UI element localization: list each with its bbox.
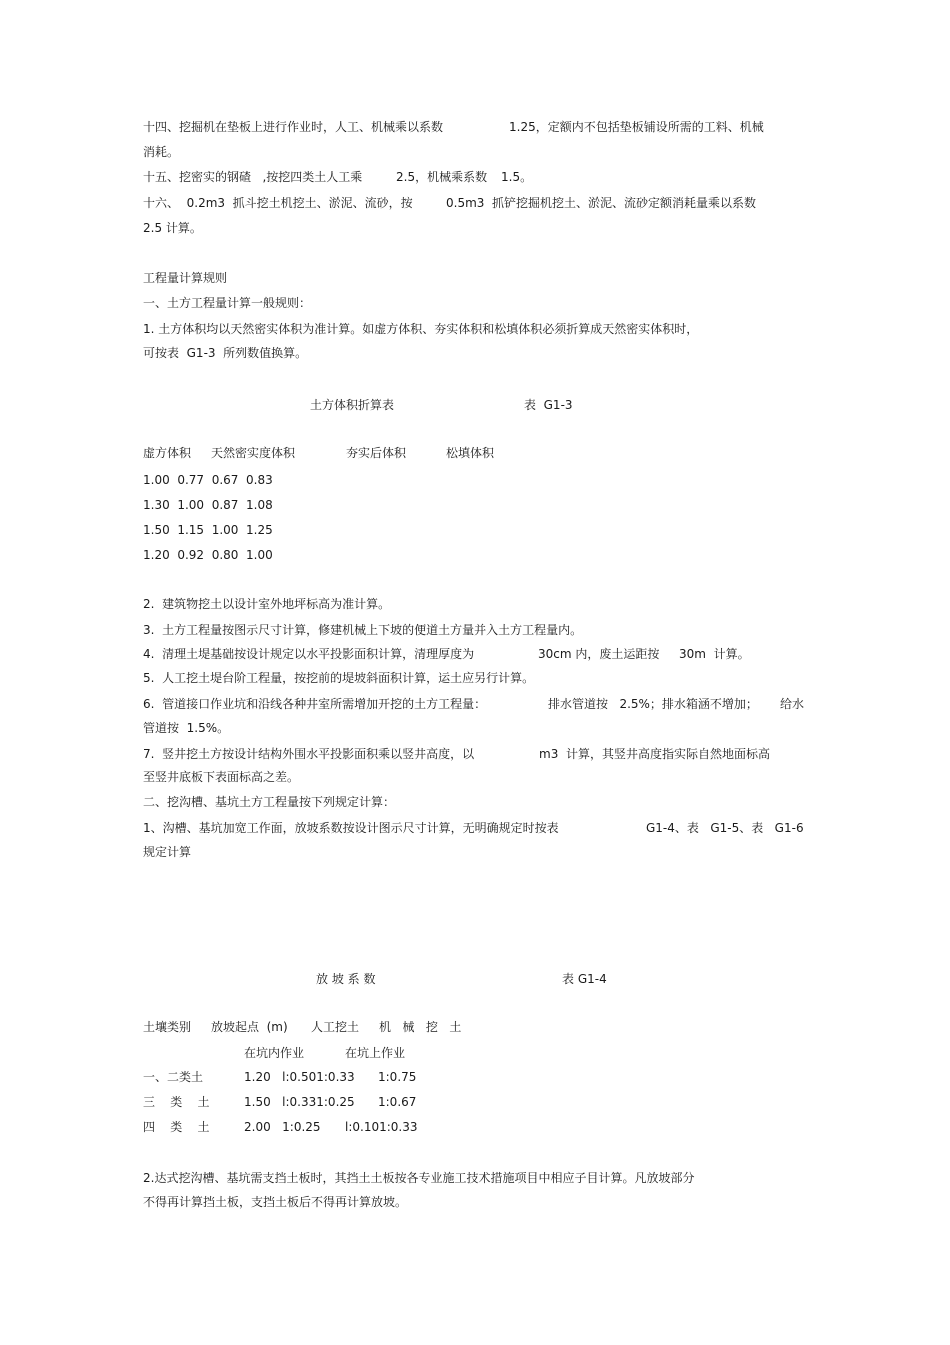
rule-4: 4. 清理土堤基础按设计规定以水平投影面积计算，清理厚度为 [143,647,475,661]
rule-6-line-1: 6. 管道接口作业坑和沿线各种井室所需增加开挖的土方工程量： [143,697,487,711]
table-g1-3-number: 表 G1-3 [524,398,573,412]
table-g1-4-number: 表 G1-4 [562,972,607,986]
rule-6-line-1b: 排水管道按 2.5%；排水箱涵不增加； [548,697,758,711]
clause-15-line-1b: 2.5，机械乘系数 [396,170,488,184]
rule-7-line-1b: m3 计算，其竖井高度指实际自然地面标高 [539,747,770,761]
table-g1-4-row-label: 一、二类土 [143,1070,204,1084]
final-rule-line-2: 不得再计算挡土板，支挡土板后不得再计算放坡。 [143,1195,408,1209]
rule-1-line-2: 可按表 G1-3 所列数值换算。 [143,346,308,360]
section-1-title: 一、土方工程量计算一般规则： [143,296,312,310]
table-g1-4-subheader: 在坑上作业 [345,1046,406,1060]
clause-14-line-1: 十四、挖掘机在垫板上进行作业时，人工、机械乘以系数 [143,120,444,134]
table-g1-4-row-values: 1.20 l:0.501:0.33 [244,1070,355,1084]
rule-1-line-1: 1. 土方体积均以天然密实体积为准计算。如虚方体积、夯实体积和松填体积必须折算成天然密实体积时， [143,322,699,336]
table-g1-3-row: 1.00 0.77 0.67 0.83 [143,473,273,487]
clause-16-line-2: 2.5 计算。 [143,221,202,235]
rule-4c: 30m 计算。 [679,647,750,661]
table-g1-3-title: 土方体积折算表 [310,398,395,412]
final-rule-line-1: 2.达式挖沟槽、基坑需支挡土板时，其挡土土板按各专业施工技术措施项目中相应子目计算。凡放坡部分 [143,1171,695,1185]
rule-2: 2. 建筑物挖土以设计室外地坪标高为准计算。 [143,597,391,611]
table-g1-4-header: 土壤类别 [143,1020,192,1034]
table-g1-3-row: 1.20 0.92 0.80 1.00 [143,548,273,562]
clause-14-line-2: 消耗。 [143,145,180,159]
section-2-rule-1-line-2: 规定计算 [143,845,192,859]
clause-16-line-1: 十六、 0.2m3 抓斗挖土机挖土、淤泥、流砂，按 [143,196,413,210]
table-g1-4-row-values: 1:0.75 [378,1070,417,1084]
table-g1-3-header: 松填体积 [446,446,495,460]
table-g1-4-row-values: 1.50 l:0.331:0.25 [244,1095,355,1109]
section-2-rule-1-line-1b: G1-4、表 G1-5、表 G1-6 [646,821,804,835]
table-g1-3-row: 1.30 1.00 0.87 1.08 [143,498,273,512]
section-2-rule-1-line-1: 1、沟槽、基坑加宽工作面，放坡系数按设计图示尺寸计算，无明确规定时按表 [143,821,559,835]
clause-14-line-1b: 1.25，定额内不包括垫板铺设所需的工料、机械 [509,120,764,134]
rule-7-line-1: 7. 竖井挖土方按设计结构外围水平投影面积乘以竖井高度，以 [143,747,475,761]
table-g1-4-row-values: l:0.101:0.33 [345,1120,418,1134]
table-g1-3-header: 夯实后体积 [346,446,407,460]
table-g1-3-header: 虚方体积 [143,446,192,460]
rule-7-line-2: 至竖井底板下表面标高之差。 [143,770,300,784]
table-g1-3-row: 1.50 1.15 1.00 1.25 [143,523,273,537]
clause-16-line-1b: 0.5m3 抓铲挖掘机挖土、淤泥、流砂定额消耗量乘以系数 [446,196,757,210]
rule-3: 3. 土方工程量按图示尺寸计算，修建机械上下坡的便道土方量并入土方工程量内。 [143,623,583,637]
table-g1-4-row-values: 1:0.67 [378,1095,417,1109]
rule-6-line-1c: 给水 [780,697,805,711]
table-g1-4-row-label: 四 类 土 [143,1120,210,1134]
clause-15-line-1c: 1.5。 [501,170,533,184]
rule-4b: 30cm 内，废土运距按 [538,647,660,661]
table-g1-4-subheader: 在坑内作业 [244,1046,305,1060]
table-g1-4-row-values: 2.00 1:0.25 [244,1120,321,1134]
section-2-title: 二、挖沟槽、基坑土方工程量按下列规定计算： [143,795,396,809]
rule-6-line-2: 管道按 1.5%。 [143,721,230,735]
table-g1-4-header: 人工挖土 [311,1020,360,1034]
table-g1-4-title: 放 坡 系 数 [316,972,376,986]
rules-title: 工程量计算规则 [143,271,228,285]
table-g1-4-header: 机 械 挖 土 [379,1020,462,1034]
table-g1-4-row-label: 三 类 土 [143,1095,210,1109]
table-g1-4-header: 放坡起点 (m) [211,1020,288,1034]
table-g1-3-header: 天然密实度体积 [211,446,296,460]
clause-15-line-1: 十五、挖密实的钢碴 ,按挖四类土人工乘 [143,170,363,184]
rule-5: 5. 人工挖土堤台阶工程量，按挖前的堤坡斜面积计算，运土应另行计算。 [143,671,535,685]
